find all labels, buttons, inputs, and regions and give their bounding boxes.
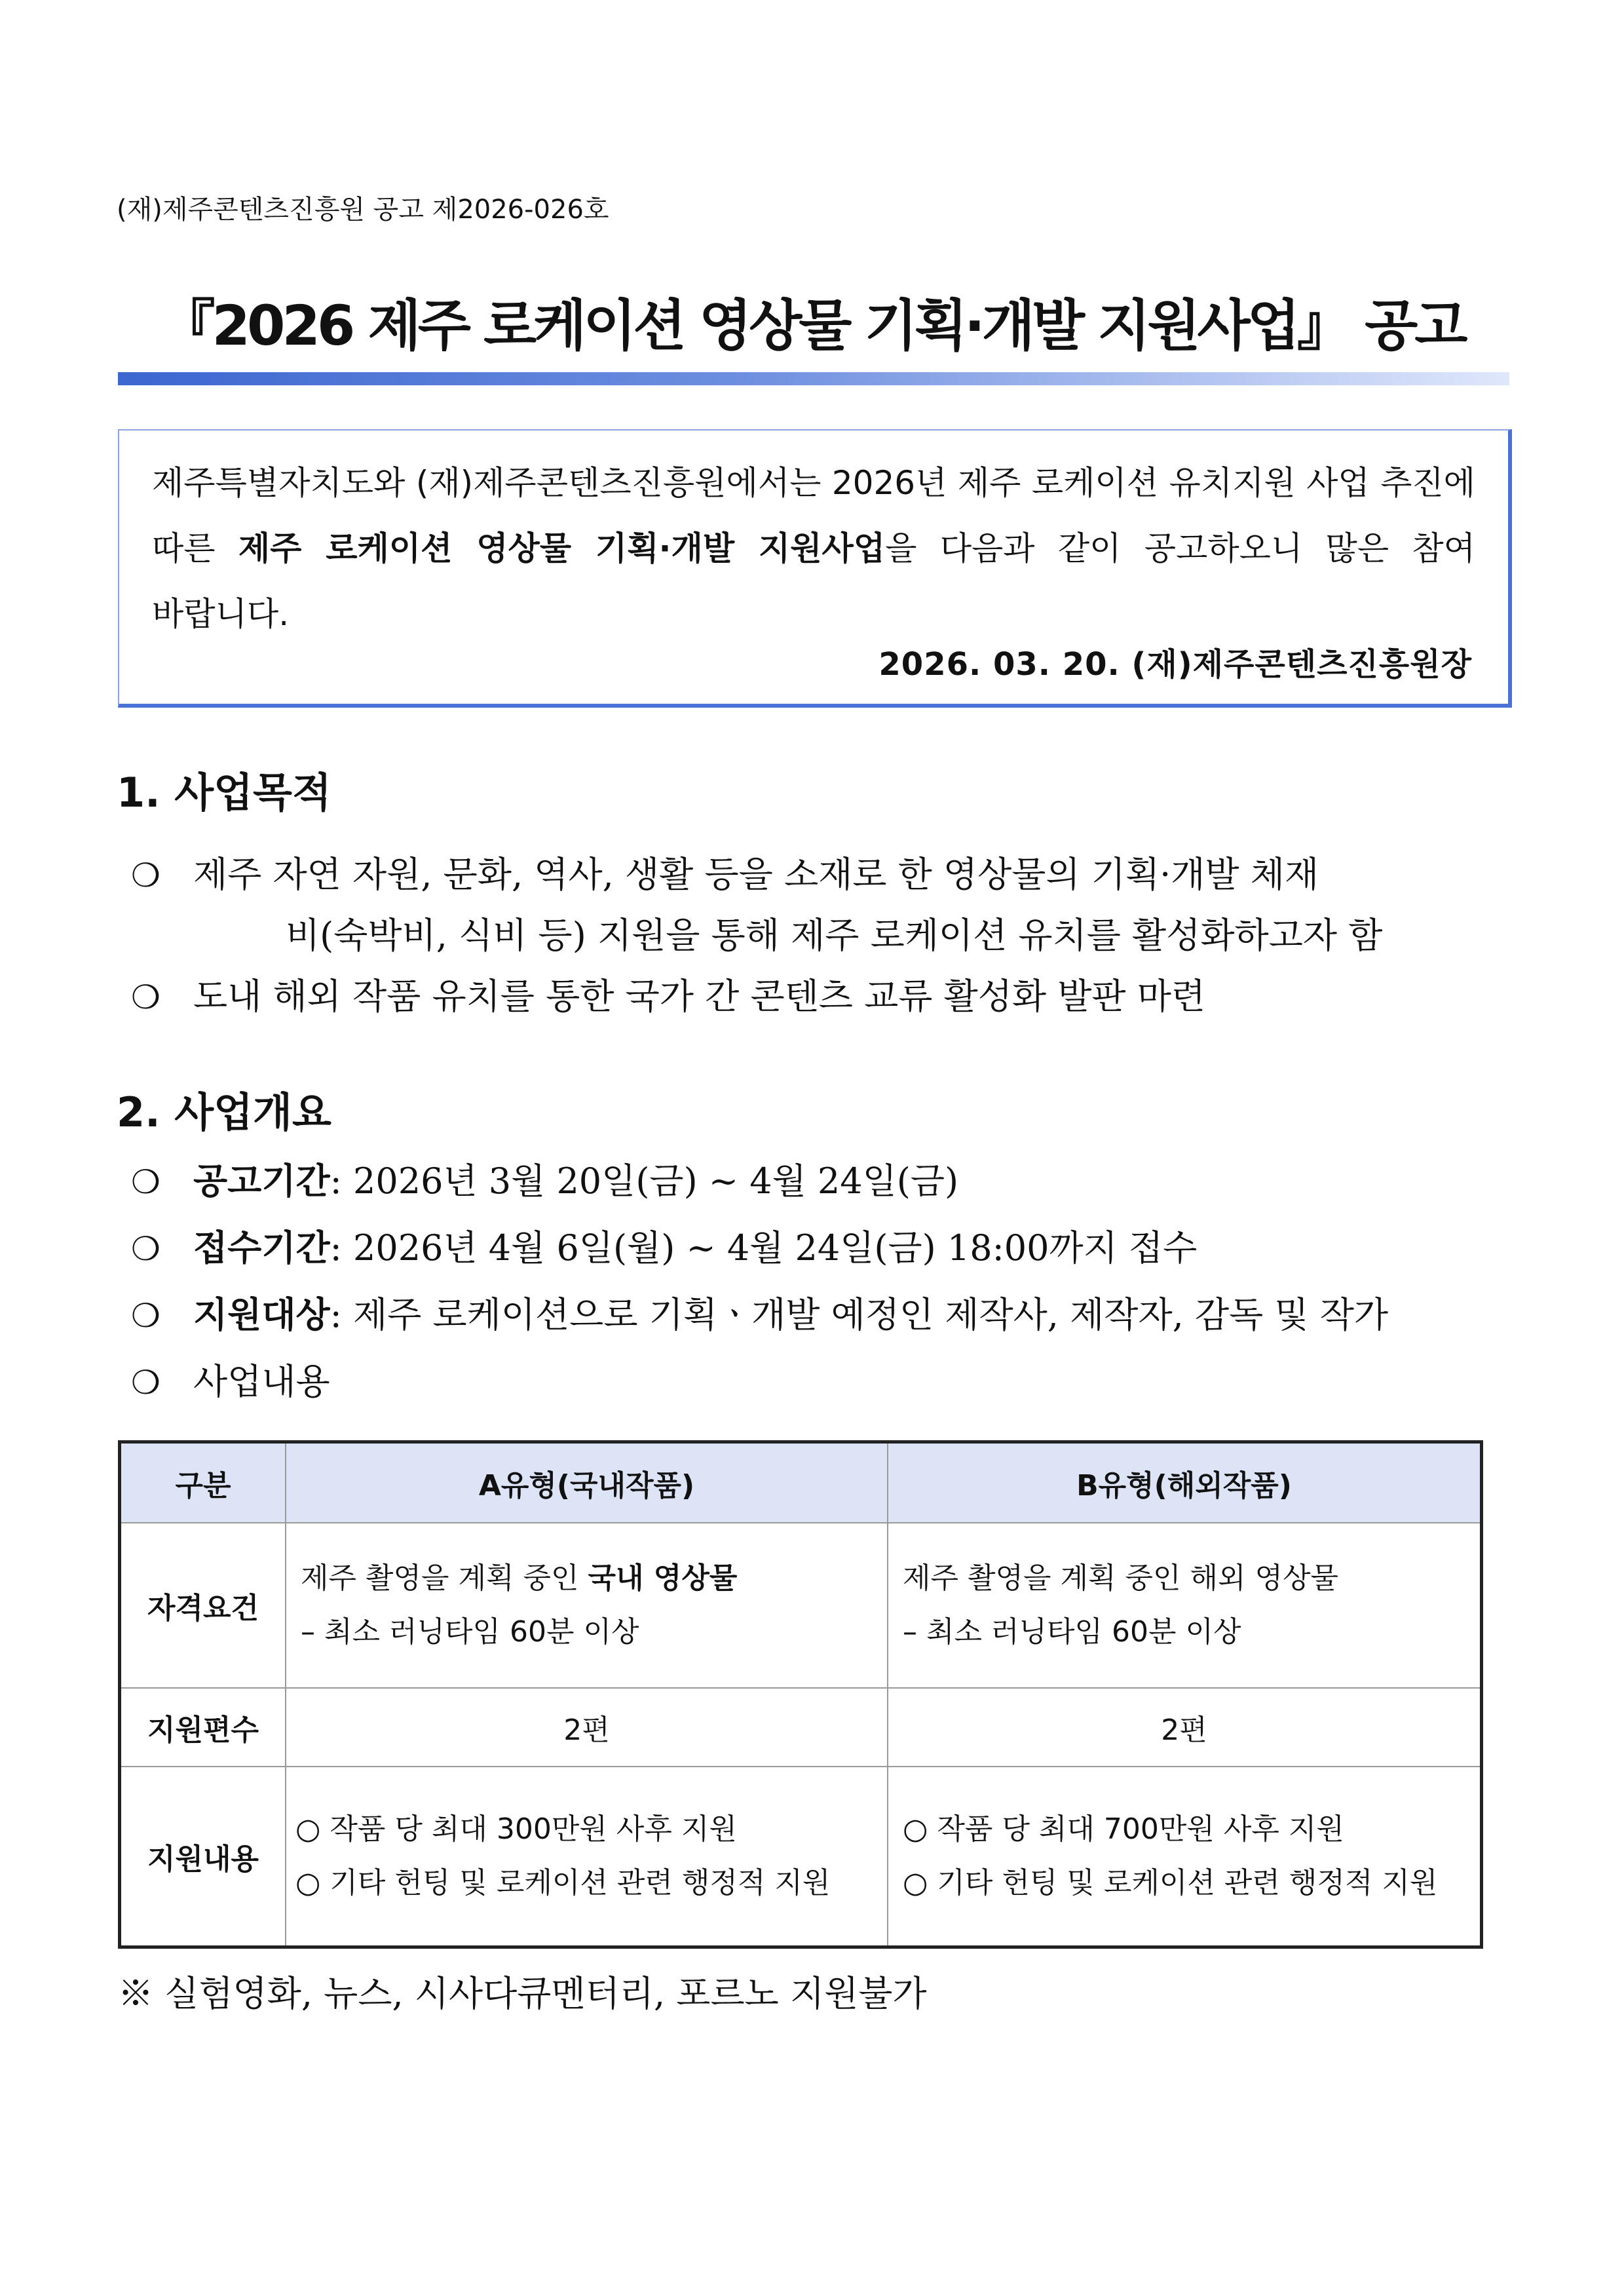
bullet-circle-icon: ❍: [131, 1297, 161, 1335]
cell-text: 제주 촬영을 계획 중인 해외 영상물: [903, 1561, 1338, 1595]
page-title: 『2026 제주 로케이션 영상물 기획·개발 지원사업』 공고: [160, 294, 1465, 358]
table-cell: 2편: [888, 1688, 1482, 1767]
section1-bullet-1: [131, 847, 1520, 897]
cell-text: – 최소 러닝타임 60분 이상: [301, 1615, 639, 1649]
cell-text: ○ 기타 헌팅 및 로케이션 관련 행정적 지원: [903, 1866, 1438, 1900]
cell-text: ○ 기타 헌팅 및 로케이션 관련 행정적 지원: [295, 1866, 831, 1900]
intro-box: [118, 429, 1512, 708]
table-header-row: [120, 1442, 1482, 1523]
section1-bullet-1-cont: [131, 908, 1597, 958]
section1-bullet-2: [131, 968, 1520, 1019]
intro-text-1: 제주특별자치도와 (재)제주콘텐츠진흥원에서는 2026년 제주 로케이션 유치지원 사업 추진에 따른: [152, 464, 1475, 567]
item-value: : 2026년 4월 6일(월) ~ 4월 24일(금) 18:00까지 접수: [330, 1227, 1198, 1269]
intro-text-bold: 제주 로케이션 영상물 기획·개발 지원사업: [238, 529, 886, 567]
bullet-circle-icon: ❍: [131, 1230, 161, 1268]
item-label: 지원대상: [193, 1293, 330, 1335]
table-header: 구분: [120, 1442, 286, 1523]
bullet-circle-icon: ❍: [131, 1364, 161, 1402]
item-value: : 제주 로케이션으로 기획ㆍ개발 예정인 제작사, 제작자, 감독 및 작가: [330, 1294, 1389, 1335]
cell-text: – 최소 러닝타임 60분 이상: [903, 1615, 1241, 1649]
cell-text: 제주 촬영을 계획 중인: [301, 1561, 588, 1595]
table-cell: [888, 1767, 1482, 1947]
item-value: : 2026년 3월 20일(금) ~ 4월 24일(금): [330, 1160, 959, 1202]
notice-number: (재)제주콘텐츠진흥원 공고 제2026-026호: [117, 195, 609, 225]
item-label: 사업내용: [193, 1361, 330, 1402]
table-header: B유형(해외작품): [888, 1442, 1482, 1523]
table-row: [120, 1688, 1482, 1767]
cell-text: ○ 작품 당 최대 300만원 사후 지원: [295, 1812, 737, 1846]
table-cell: 2편: [286, 1688, 888, 1767]
row-label: 지원내용: [120, 1767, 286, 1947]
row-label: 지원편수: [120, 1688, 286, 1767]
section1-heading: 1. 사업목적: [117, 769, 331, 816]
cell-text: ○ 작품 당 최대 700만원 사후 지원: [903, 1812, 1344, 1846]
bullet-text: 도내 해외 작품 유치를 통한 국가 간 콘텐츠 교류 활성화 발판 마련: [193, 976, 1206, 1017]
exclusion-note: ※ 실험영화, 뉴스, 시사다큐멘터리, 포르노 지원불가: [118, 1973, 927, 2014]
table-cell: [286, 1523, 888, 1688]
intro-date-signature: 2026. 03. 20. (재)제주콘텐츠진흥원장: [878, 646, 1472, 683]
bullet-text: 제주 자연 자원, 문화, 역사, 생활 등을 소재로 한 영상물의 기획·개발 체재: [193, 854, 1319, 895]
row-label: 자격요건: [120, 1523, 286, 1688]
table-cell: [286, 1767, 888, 1947]
bullet-circle-icon: ❍: [131, 1163, 161, 1201]
cell-text-bold: 국내 영상물: [588, 1561, 738, 1595]
overview-item-4: [131, 1354, 1520, 1404]
table-row: [120, 1523, 1482, 1688]
title-underline-bar: [118, 372, 1509, 385]
table-header: A유형(국내작품): [286, 1442, 888, 1523]
overview-item-1: [131, 1153, 1520, 1204]
table-cell: [888, 1523, 1482, 1688]
overview-item-3: [131, 1287, 1520, 1337]
overview-item-2: [131, 1220, 1520, 1271]
item-label: 접수기간: [193, 1227, 330, 1269]
intro-paragraph: [152, 450, 1475, 647]
support-table: [118, 1440, 1483, 1949]
bullet-circle-icon: ❍: [131, 856, 161, 894]
intro-text-2: 을 다음과 같이 공고하오니 많은 참여 바랍니다.: [152, 529, 1475, 633]
item-label: 공고기간: [193, 1160, 330, 1202]
section2-heading: 2. 사업개요: [117, 1088, 331, 1136]
table-row: [120, 1767, 1482, 1947]
bullet-circle-icon: ❍: [131, 978, 161, 1016]
bullet-text: 비(숙박비, 식비 등) 지원을 통해 제주 로케이션 유치를 활성화하고자 함: [286, 915, 1383, 956]
